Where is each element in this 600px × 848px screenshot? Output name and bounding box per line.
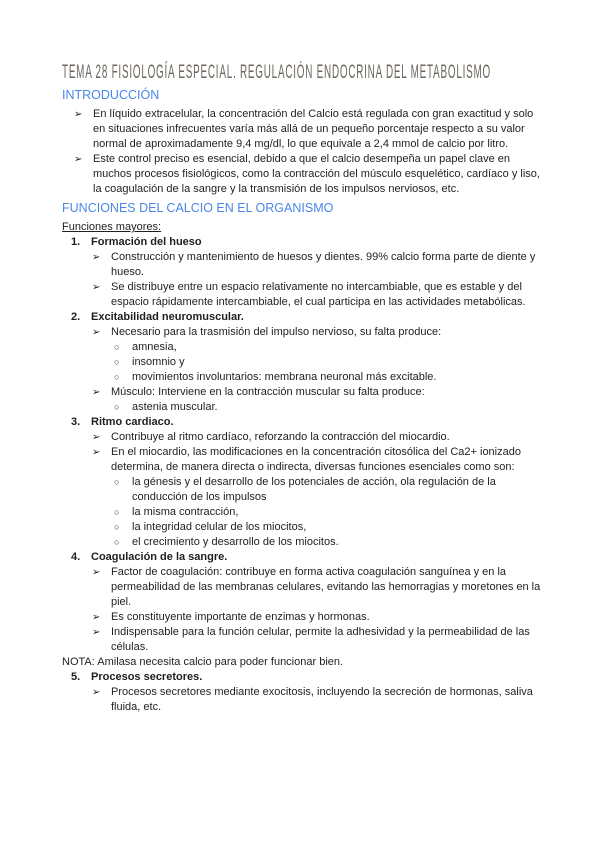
list-item-text: insomnio y (132, 356, 185, 368)
circle-bullet-icon: ○ (114, 372, 120, 382)
arrow-bullet-icon: ➢ (92, 432, 101, 443)
list-item (62, 475, 544, 505)
numbered-item-title: Excitabilidad neuromuscular. (91, 311, 244, 323)
list-item (62, 250, 544, 280)
document-title-text: TEMA 28 FISIOLOGÍA ESPECIAL. REGULACIÓN ENDOCRINA DEL METABOLISMO (62, 62, 491, 83)
list-item-text: Procesos secretores mediante exocitosis, incluyendo la secreción de hormonas, saliva fluida, etc. (111, 686, 533, 713)
circle-bullet-icon: ○ (114, 357, 120, 367)
circle-bullet-icon: ○ (114, 477, 120, 487)
circle-bullet-icon: ○ (114, 537, 120, 547)
list-item (62, 505, 544, 520)
arrow-bullet-icon: ➢ (92, 327, 101, 338)
list-item-text: amnesia, (132, 341, 177, 353)
arrow-bullet-icon: ➢ (74, 109, 83, 120)
list-item (62, 685, 544, 715)
numbered-item-title: Ritmo cardiaco. (91, 416, 174, 428)
list-item (62, 340, 544, 355)
numbered-item-2 (62, 310, 544, 325)
list-item (62, 152, 544, 197)
list-item-text: En líquido extracelular, la concentración del Calcio está regulada con gran exactitud y solo en situaciones infrecuentes varía más allá de un pequeño porcentaje respecto a su valor normal de aproximadamente 9,4 mg/dl, lo que equivale a 2,4 mmol de calcio por litro. (93, 108, 534, 150)
item-number: 4. (71, 551, 81, 563)
arrow-bullet-icon: ➢ (92, 252, 101, 263)
list-item-text: Factor de coagulación: contribuye en forma activa coagulación sanguínea y en la permeabilidad de las membranas celulares, evitando las hemorragias y moretones en la piel. (111, 566, 541, 608)
numbered-item-title: Formación del hueso (91, 236, 202, 248)
subsection-label-funciones-mayores: Funciones mayores: (62, 221, 162, 233)
circle-bullet-icon: ○ (114, 507, 120, 517)
list-item (62, 400, 544, 415)
arrow-bullet-icon: ➢ (74, 154, 83, 165)
list-item (62, 280, 544, 310)
list-item-text: astenia muscular. (132, 401, 218, 413)
list-item-text: Músculo: Interviene en la contracción muscular su falta produce: (111, 386, 425, 398)
circle-bullet-icon: ○ (114, 342, 120, 352)
list-item-text: Contribuye al ritmo cardíaco, reforzando la contracción del miocardio. (111, 431, 450, 443)
document-title (62, 62, 544, 82)
note-line (62, 655, 544, 670)
section-heading-introduccion: INTRODUCCIÓN (62, 88, 160, 102)
list-item (62, 107, 544, 152)
list-item-text: Necesario para la trasmisión del impulso nervioso, su falta produce: (111, 326, 442, 338)
list-item-text: Es constituyente importante de enzimas y hormonas. (111, 611, 370, 623)
list-item-text: Este control preciso es esencial, debido a que el calcio desempeña un papel clave en muchos procesos fisiológicos, como la contracción del músculo esquelético, cardíaco y liso, la coagulación de la sangre y la transmisión de los impulsos nerviosos, etc. (93, 153, 540, 195)
note-text: Amilasa necesita calcio para poder funcionar bien. (94, 656, 344, 668)
arrow-bullet-icon: ➢ (92, 612, 101, 623)
note-label: NOTA: (62, 656, 95, 668)
numbered-item-1 (62, 235, 544, 250)
list-item (62, 325, 544, 340)
arrow-bullet-icon: ➢ (92, 282, 101, 293)
list-item (62, 520, 544, 535)
list-item (62, 385, 544, 400)
list-item (62, 355, 544, 370)
item-number: 5. (71, 671, 81, 683)
numbered-item-title: Procesos secretores. (91, 671, 203, 683)
arrow-bullet-icon: ➢ (92, 567, 101, 578)
section-heading-funciones: FUNCIONES DEL CALCIO EN EL ORGANISMO (62, 201, 334, 215)
item-number: 2. (71, 311, 81, 323)
list-item-text: Se distribuye entre un espacio relativamente no intercambiable, que es estable y del espacio rápidamente intercambiable, el cual participa en las actividades metabólicas. (111, 281, 526, 308)
item-number: 1. (71, 236, 81, 248)
list-item-text: la misma contracción, (132, 506, 239, 518)
list-item (62, 430, 544, 445)
arrow-bullet-icon: ➢ (92, 627, 101, 638)
list-item (62, 610, 544, 625)
list-item (62, 565, 544, 610)
list-item-text: movimientos involuntarios: membrana neuronal más excitable. (132, 371, 437, 383)
numbered-item-title: Coagulación de la sangre. (91, 551, 228, 563)
list-item-text: la génesis y el desarrollo de los potenciales de acción, ola regulación de la conducción de los impulsos (132, 476, 496, 503)
list-item-text: la integridad celular de los miocitos, (132, 521, 307, 533)
list-item-text: Indispensable para la función celular, permite la adhesividad y la permeabilidad de las células. (111, 626, 530, 653)
list-item-text: En el miocardio, las modificaciones en la concentración citosólica del Ca2+ ionizado determina, de manera directa o indirecta, diversas funciones esenciales como son: (111, 446, 521, 473)
arrow-bullet-icon: ➢ (92, 687, 101, 698)
list-item (62, 445, 544, 475)
list-item-text: el crecimiento y desarrollo de los miocitos. (132, 536, 339, 548)
numbered-item-4 (62, 550, 544, 565)
list-item (62, 535, 544, 550)
list-item (62, 625, 544, 655)
arrow-bullet-icon: ➢ (92, 387, 101, 398)
circle-bullet-icon: ○ (114, 402, 120, 412)
list-item (62, 370, 544, 385)
numbered-item-3 (62, 415, 544, 430)
arrow-bullet-icon: ➢ (92, 447, 101, 458)
numbered-item-5 (62, 670, 544, 685)
list-item-text: Construcción y mantenimiento de huesos y dientes. 99% calcio forma parte de diente y hueso. (111, 251, 536, 278)
circle-bullet-icon: ○ (114, 522, 120, 532)
item-number: 3. (71, 416, 81, 428)
